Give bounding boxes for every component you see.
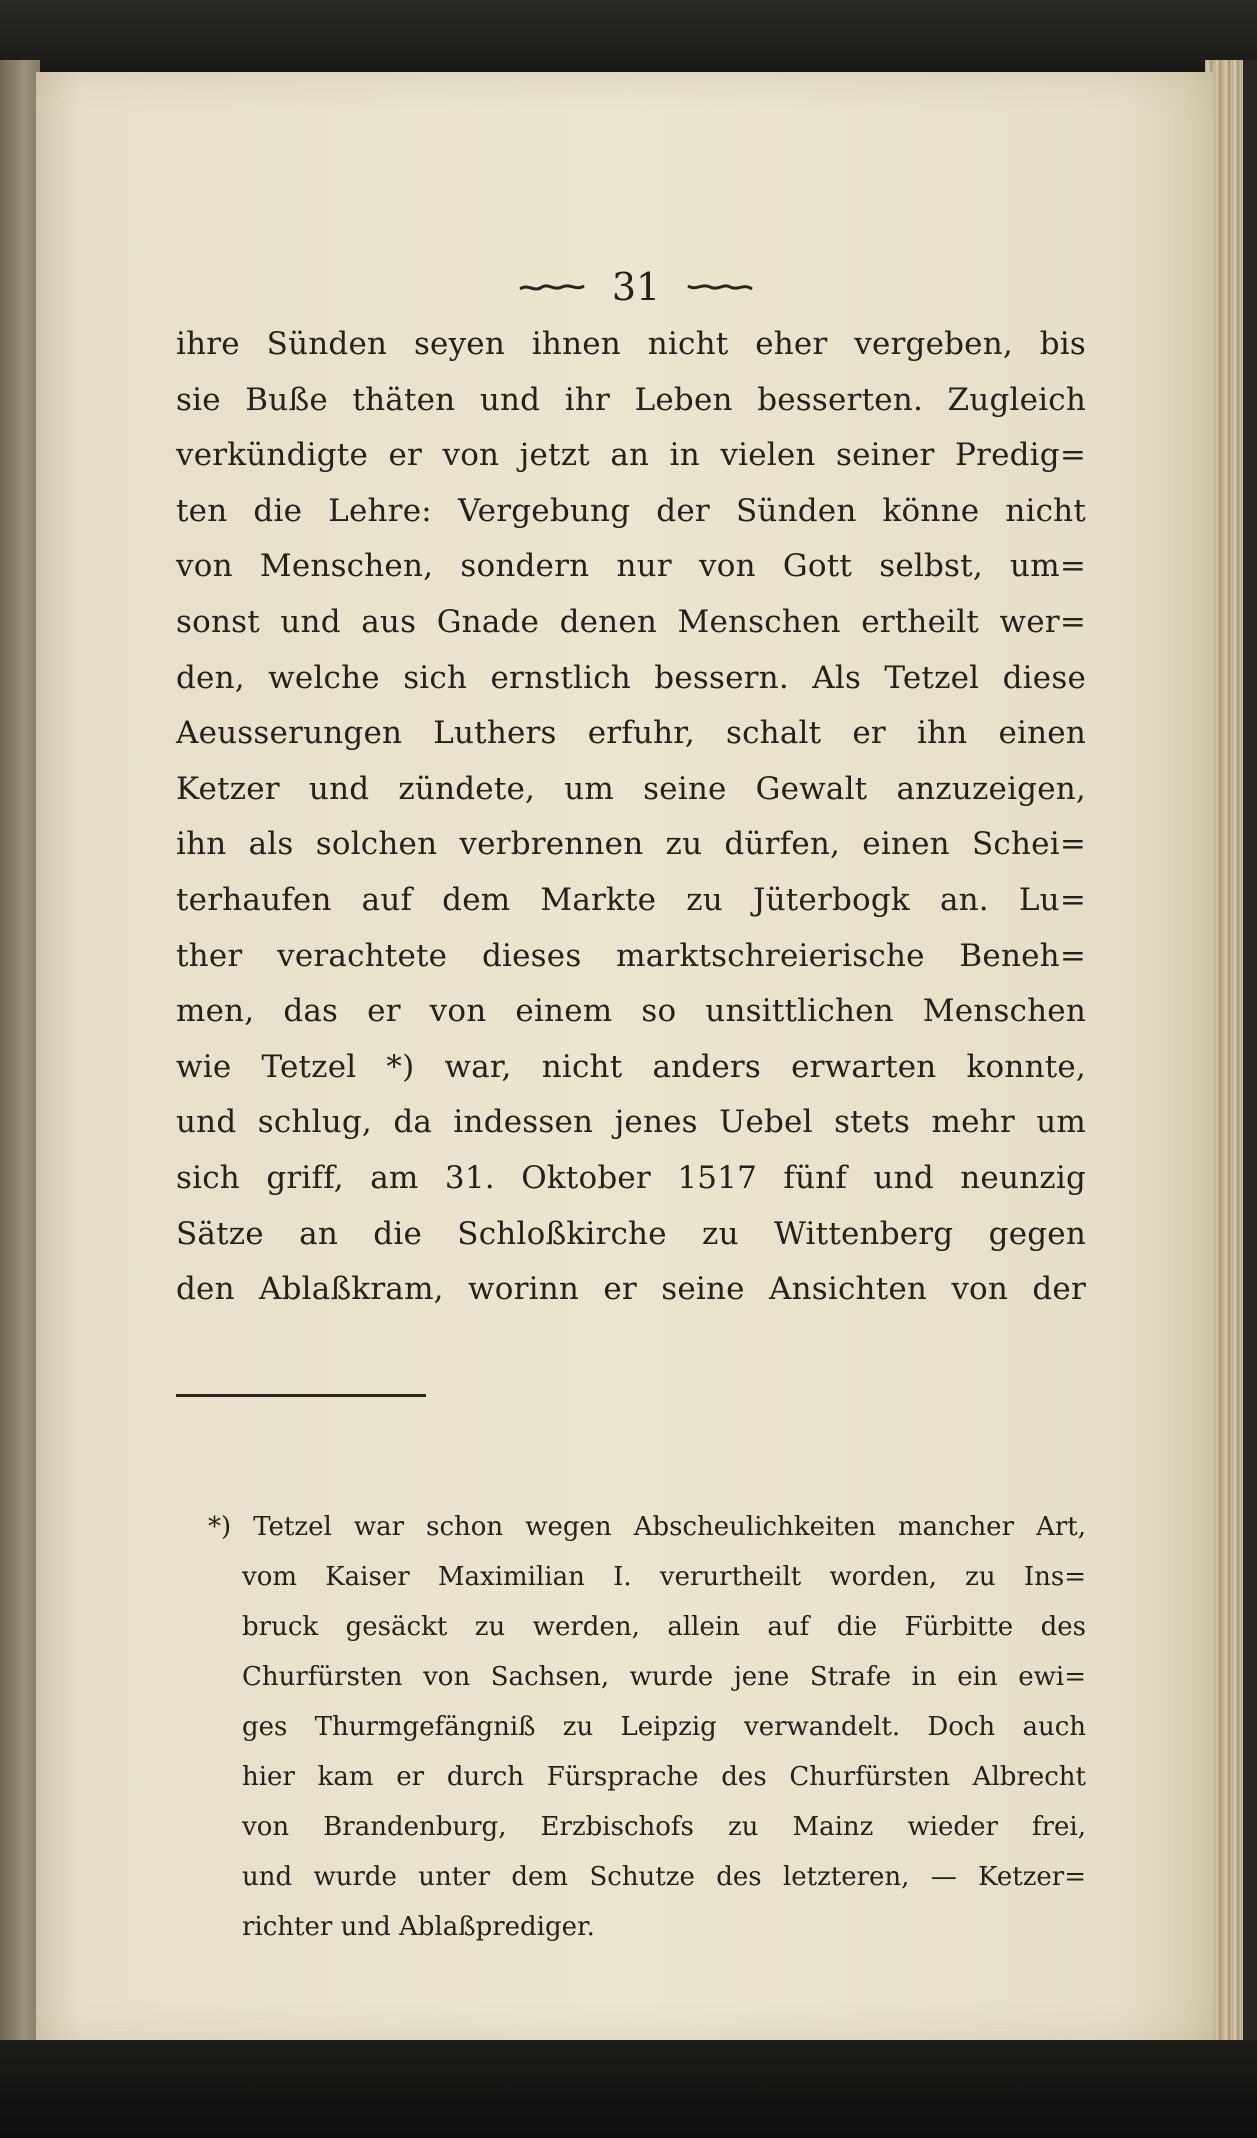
text-line: sich griff, am 31. Oktober 1517 fünf und neunzig [176, 1159, 1086, 1196]
footnote-line: richter und Ablaßprediger. [242, 1912, 595, 1942]
text-line: men, das er von einem so unsittlichen Menschen [176, 993, 1086, 1030]
right-ornament-icon [686, 280, 754, 294]
text-line: von Menschen, sondern nur von Gott selbst, um= [176, 548, 1086, 585]
text-line: den, welche sich ernstlich bessern. Als Tetzel diese [176, 659, 1086, 696]
footnote-line: *) Tetzel war schon wegen Abscheulichkeiten mancher Art, [208, 1512, 1086, 1542]
page-header [476, 262, 796, 312]
text-line: ther verachtete dieses marktschreierische Beneh= [176, 937, 1086, 974]
main-text [176, 317, 1086, 1318]
page-left-edge [0, 60, 40, 2050]
text-line: sie Buße thäten und ihr Leben besserten. Zugleich [176, 381, 1086, 418]
text-line: Ketzer und zündete, um seine Gewalt anzuzeigen, [176, 770, 1086, 807]
text-line: wie Tetzel *) war, nicht anders erwarten konnte, [176, 1048, 1086, 1085]
footnote-line: von Brandenburg, Erzbischofs zu Mainz wieder frei, [242, 1812, 1086, 1842]
text-line: und schlug, da indessen jenes Uebel stets mehr um [176, 1104, 1086, 1141]
text-line: ihn als solchen verbrennen zu dürfen, einen Schei= [176, 826, 1086, 863]
left-ornament-icon [518, 280, 586, 294]
binding-bottom-edge [0, 2040, 1257, 2138]
footnote-line: hier kam er durch Fürsprache des Churfürsten Albrecht [242, 1762, 1086, 1792]
binding-top-edge [0, 0, 1257, 70]
footnote-line: bruck gesäckt zu werden, allein auf die Fürbitte des [242, 1612, 1086, 1642]
text-line: ihre Sünden seyen ihnen nicht eher vergeben, bis [176, 326, 1086, 362]
text-line: sonst und aus Gnade denen Menschen ertheilt wer= [176, 603, 1086, 640]
footnote-line: und wurde unter dem Schutze des letzteren, — Ketzer= [242, 1862, 1086, 1892]
text-line: Aeusserungen Luthers erfuhr, schalt er ihn einen [176, 715, 1086, 752]
footnote-line: Churfürsten von Sachsen, wurde jene Strafe in ein ewi= [242, 1662, 1086, 1692]
book-page [36, 72, 1214, 2044]
text-line: ten die Lehre: Vergebung der Sünden könne nicht [176, 492, 1086, 529]
text-line: verkündigte er von jetzt an in vielen seiner Predig= [176, 437, 1086, 474]
footnote-divider [176, 1394, 426, 1397]
footnote-line: vom Kaiser Maximilian I. verurtheilt worden, zu Ins= [242, 1562, 1086, 1592]
footnote [176, 1502, 1086, 1952]
footnote-line: ges Thurmgefängniß zu Leipzig verwandelt. Doch auch [242, 1712, 1086, 1742]
text-line: Sätze an die Schloßkirche zu Wittenberg gegen [176, 1215, 1086, 1252]
text-line: terhaufen auf dem Markte zu Jüterbogk an. Lu= [176, 881, 1086, 918]
text-line: den Ablaßkram, worinn er seine Ansichten von der [176, 1271, 1086, 1308]
page-number: 31 [611, 265, 661, 309]
